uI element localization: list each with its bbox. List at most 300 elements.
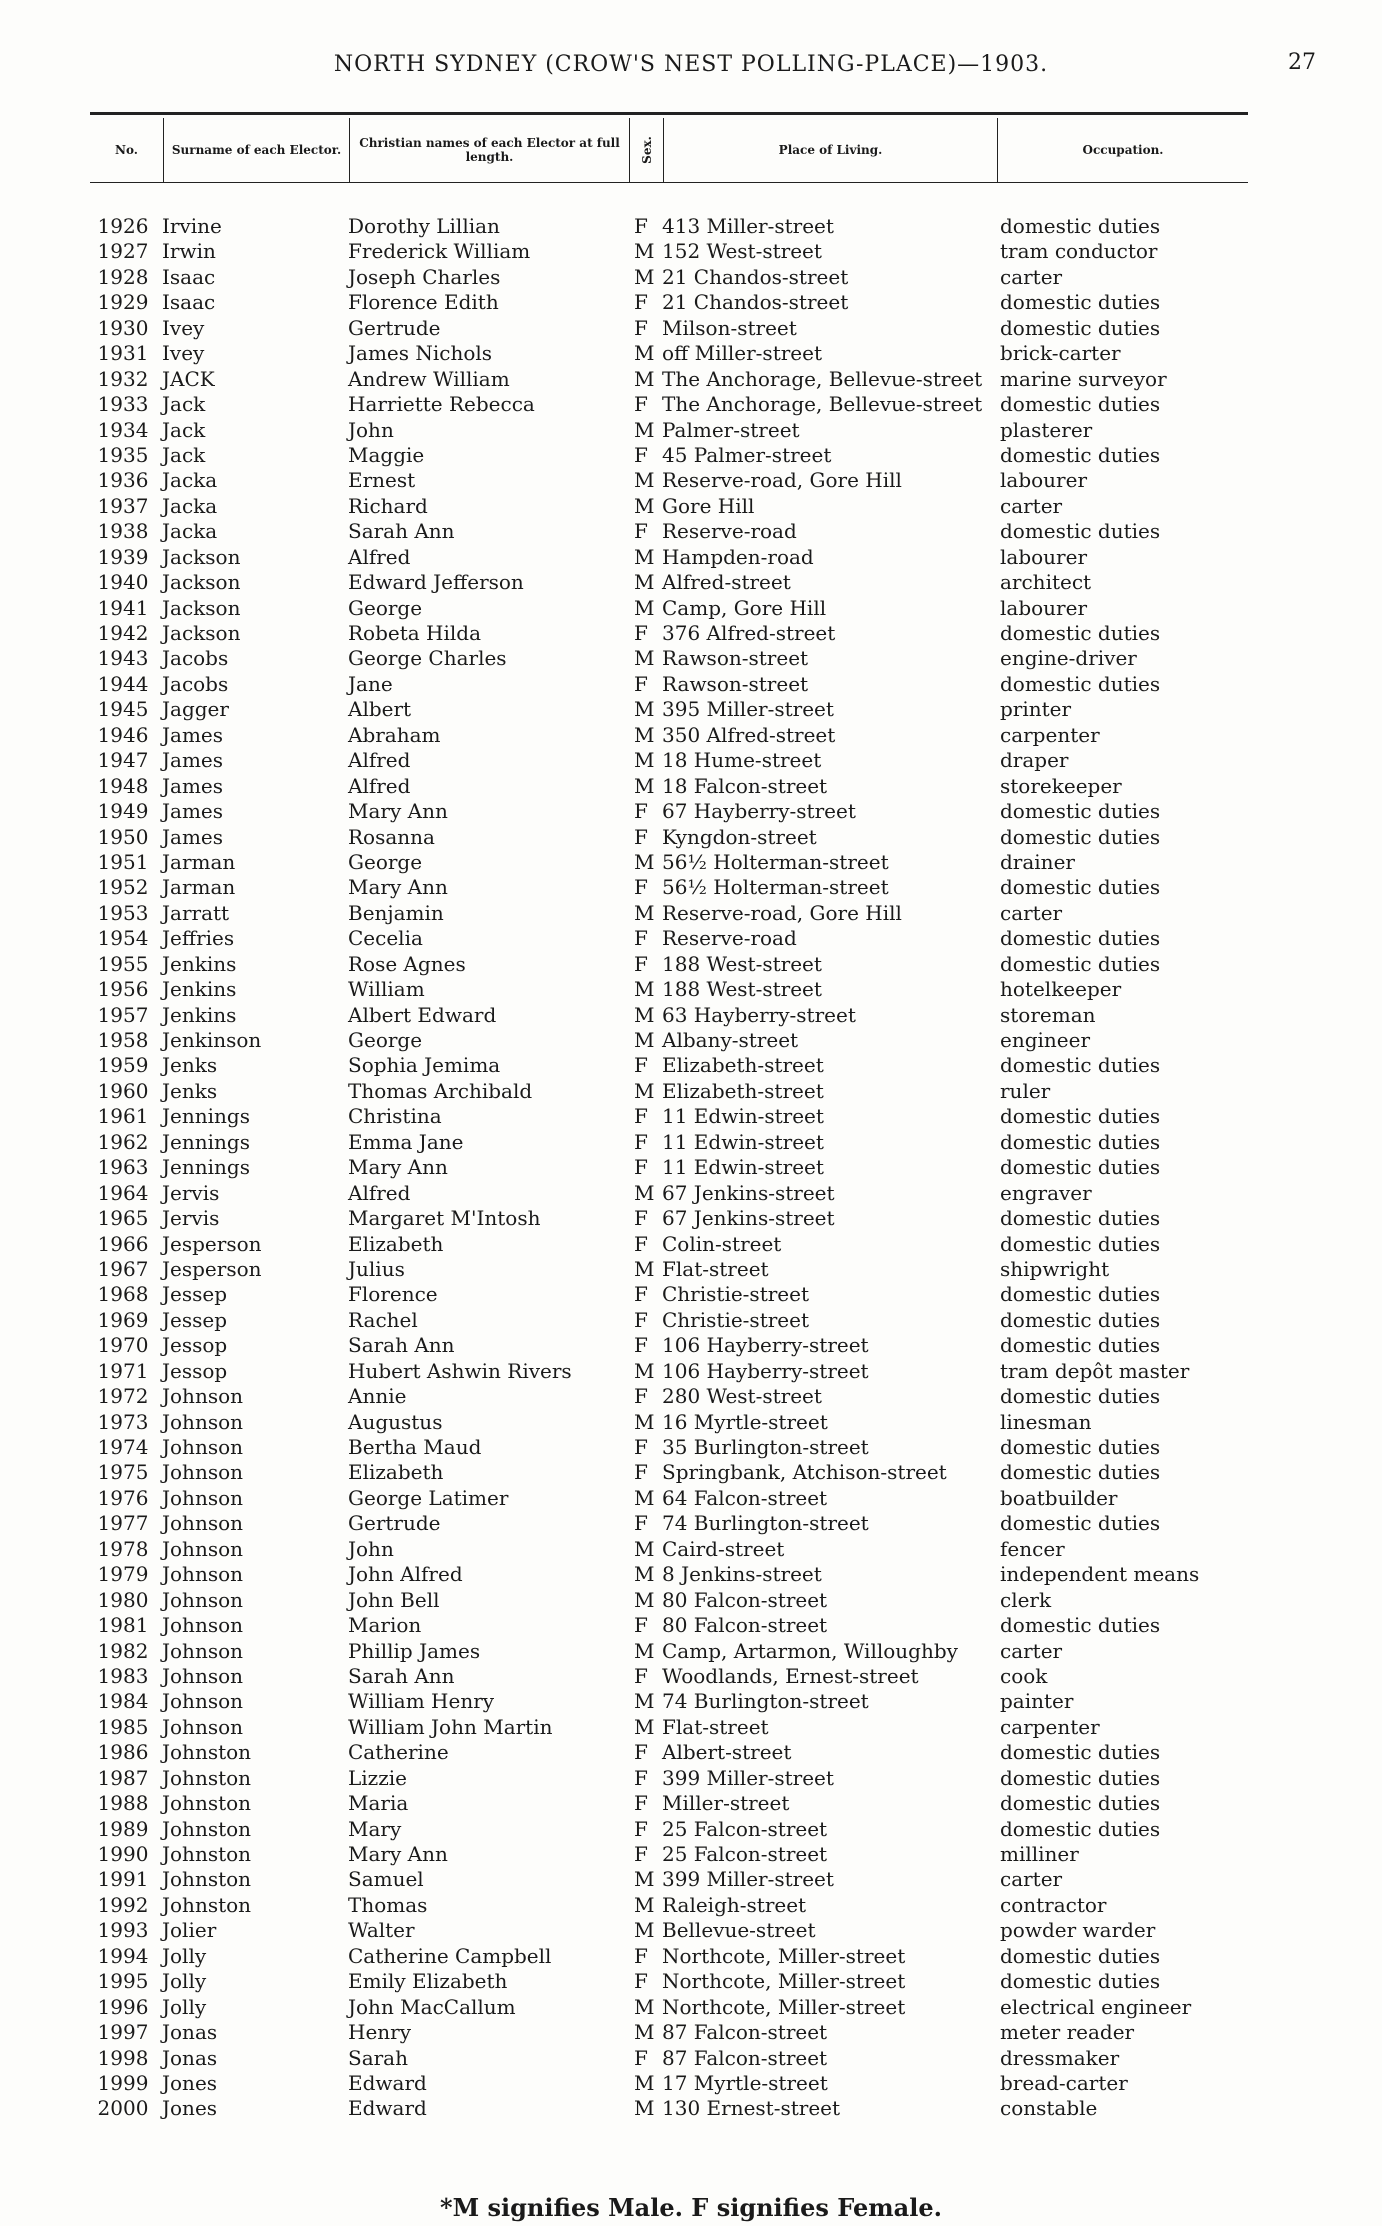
elector-number: 1985 bbox=[97, 1714, 149, 1739]
column-header-row bbox=[90, 118, 1248, 183]
elector-surname: James bbox=[162, 773, 224, 798]
elector-sex: F bbox=[634, 1460, 648, 1485]
elector-occupation: tram depôt master bbox=[1000, 1358, 1190, 1383]
elector-sex: M bbox=[634, 544, 655, 569]
elector-place-of-living: 395 Miller-street bbox=[662, 697, 834, 722]
table-row bbox=[0, 341, 1382, 366]
elector-surname: Jesperson bbox=[162, 1256, 262, 1281]
elector-sex: F bbox=[634, 1384, 648, 1409]
elector-number: 1957 bbox=[97, 1002, 149, 1027]
elector-occupation: independent means bbox=[1000, 1562, 1200, 1587]
table-row bbox=[0, 621, 1382, 646]
elector-occupation: domestic duties bbox=[1000, 1435, 1161, 1459]
table-row bbox=[0, 519, 1382, 544]
elector-number: 1926 bbox=[97, 214, 149, 238]
elector-sex: M bbox=[634, 2096, 655, 2121]
elector-number: 1990 bbox=[97, 1842, 149, 1866]
elector-sex: M bbox=[634, 570, 655, 595]
table-row bbox=[0, 748, 1382, 773]
elector-surname: Ivey bbox=[162, 341, 205, 366]
table-row bbox=[0, 1817, 1382, 1842]
elector-place-of-living: Elizabeth-street bbox=[662, 1053, 824, 1078]
elector-number: 1972 bbox=[97, 1384, 149, 1409]
table-row bbox=[0, 1308, 1382, 1333]
elector-place-of-living: Alfred-street bbox=[662, 570, 791, 595]
elector-surname: Jack bbox=[162, 392, 206, 417]
elector-number: 1930 bbox=[97, 315, 149, 340]
elector-number: 1938 bbox=[97, 519, 149, 544]
elector-place-of-living: Reserve-road bbox=[662, 519, 797, 544]
elector-christian-names: Margaret M'Intosh bbox=[348, 1206, 541, 1231]
elector-occupation: domestic duties bbox=[1000, 799, 1161, 824]
elector-sex: M bbox=[634, 1689, 655, 1714]
elector-sex: F bbox=[634, 1842, 648, 1866]
elector-number: 1941 bbox=[97, 595, 149, 620]
table-row bbox=[0, 1232, 1382, 1257]
elector-place-of-living: Palmer-street bbox=[662, 417, 800, 442]
elector-place-of-living: 130 Ernest-street bbox=[662, 2096, 841, 2121]
table-row bbox=[0, 1562, 1382, 1587]
elector-place-of-living: Bellevue-street bbox=[662, 1918, 816, 1943]
table-row bbox=[0, 1944, 1382, 1969]
elector-occupation: labourer bbox=[1000, 468, 1088, 493]
elector-occupation: marine surveyor bbox=[1000, 366, 1167, 391]
table-row bbox=[0, 1867, 1382, 1892]
elector-occupation: domestic duties bbox=[1000, 1384, 1161, 1409]
elector-sex: F bbox=[634, 875, 648, 900]
table-row bbox=[0, 1511, 1382, 1536]
elector-surname: Jacka bbox=[162, 493, 218, 518]
elector-surname: Jeffries bbox=[162, 926, 235, 951]
elector-occupation: domestic duties bbox=[1000, 290, 1161, 315]
elector-occupation: domestic duties bbox=[1000, 1791, 1161, 1816]
table-row bbox=[0, 646, 1382, 671]
elector-sex: F bbox=[634, 824, 648, 849]
table-row bbox=[0, 1130, 1382, 1155]
elector-christian-names: Elizabeth bbox=[348, 1231, 444, 1256]
elector-surname: Johnson bbox=[162, 1587, 244, 1612]
elector-occupation: domestic duties bbox=[1000, 1613, 1161, 1638]
elector-place-of-living: 17 Myrtle-street bbox=[662, 2070, 828, 2095]
elector-number: 1995 bbox=[97, 1969, 149, 1994]
table-row bbox=[0, 1359, 1382, 1384]
elector-sex: M bbox=[634, 468, 655, 493]
elector-christian-names: George bbox=[348, 595, 423, 620]
elector-sex: F bbox=[634, 1740, 648, 1765]
table-row bbox=[0, 1689, 1382, 1714]
table-row bbox=[0, 494, 1382, 519]
elector-place-of-living: Reserve-road, Gore Hill bbox=[662, 468, 902, 493]
elector-christian-names: Emily Elizabeth bbox=[348, 1969, 508, 1994]
elector-christian-names: Sarah bbox=[348, 2045, 408, 2070]
elector-christian-names: William Henry bbox=[348, 1689, 495, 1714]
elector-occupation: milliner bbox=[1000, 1842, 1079, 1866]
elector-sex: F bbox=[634, 799, 648, 824]
elector-number: 1964 bbox=[97, 1180, 149, 1205]
elector-christian-names: Alfred bbox=[348, 544, 411, 569]
elector-place-of-living: 87 Falcon-street bbox=[662, 2045, 828, 2070]
elector-number: 1951 bbox=[97, 849, 149, 874]
elector-surname: Jessep bbox=[162, 1282, 228, 1307]
elector-occupation: shipwright bbox=[1000, 1256, 1110, 1281]
elector-place-of-living: 376 Alfred-street bbox=[662, 621, 836, 645]
elector-number: 1929 bbox=[97, 290, 149, 315]
elector-surname: Johnson bbox=[162, 1409, 244, 1434]
elector-surname: Jackson bbox=[162, 621, 241, 645]
elector-surname: Johnston bbox=[162, 1892, 252, 1917]
elector-occupation: domestic duties bbox=[1000, 1282, 1161, 1307]
elector-number: 1959 bbox=[97, 1053, 149, 1078]
elector-sex: M bbox=[634, 722, 655, 747]
header-surname: Surname of each Elector. bbox=[164, 118, 350, 182]
elector-place-of-living: Rawson-street bbox=[662, 646, 809, 671]
elector-place-of-living: Northcote, Miller-street bbox=[662, 1943, 906, 1968]
elector-number: 1997 bbox=[97, 2020, 149, 2045]
elector-christian-names: Catherine Campbell bbox=[348, 1943, 552, 1968]
elector-number: 1935 bbox=[97, 442, 149, 467]
elector-christian-names: Robeta Hilda bbox=[348, 621, 482, 645]
page-title: NORTH SYDNEY (CROW'S NEST POLLING-PLACE)—1903. bbox=[333, 52, 1049, 77]
elector-number: 2000 bbox=[97, 2096, 149, 2121]
elector-number: 1976 bbox=[97, 1485, 149, 1510]
elector-christian-names: Henry bbox=[348, 2020, 412, 2045]
table-row bbox=[0, 672, 1382, 697]
elector-christian-names: Marion bbox=[348, 1613, 422, 1638]
elector-christian-names: Albert bbox=[348, 697, 412, 722]
table-row bbox=[0, 1053, 1382, 1078]
elector-sex: F bbox=[634, 214, 648, 238]
table-row bbox=[0, 1893, 1382, 1918]
elector-place-of-living: Christie-street bbox=[662, 1307, 810, 1332]
elector-sex: F bbox=[634, 1307, 648, 1332]
elector-number: 1981 bbox=[97, 1613, 149, 1638]
elector-number: 1986 bbox=[97, 1740, 149, 1765]
elector-sex: M bbox=[634, 1485, 655, 1510]
table-row bbox=[0, 1003, 1382, 1028]
elector-christian-names: George bbox=[348, 849, 423, 874]
table-row bbox=[0, 1740, 1382, 1765]
elector-surname: Jackson bbox=[162, 570, 241, 595]
elector-number: 1970 bbox=[97, 1333, 149, 1358]
elector-number: 1967 bbox=[97, 1256, 149, 1281]
elector-christian-names: Richard bbox=[348, 493, 428, 518]
elector-number: 1988 bbox=[97, 1791, 149, 1816]
elector-number: 1947 bbox=[97, 748, 149, 773]
elector-place-of-living: 45 Palmer-street bbox=[662, 442, 832, 467]
table-row bbox=[0, 367, 1382, 392]
elector-occupation: storekeeper bbox=[1000, 773, 1122, 798]
elector-christian-names: Benjamin bbox=[348, 900, 444, 925]
elector-christian-names: Cecelia bbox=[348, 926, 423, 951]
elector-place-of-living: Woodlands, Ernest-street bbox=[662, 1663, 919, 1688]
elector-place-of-living: 8 Jenkins-street bbox=[662, 1562, 822, 1587]
elector-sex: F bbox=[634, 2045, 648, 2070]
header-sex bbox=[630, 118, 664, 182]
elector-occupation: draper bbox=[1000, 748, 1069, 773]
elector-sex: F bbox=[634, 1765, 648, 1790]
elector-sex: M bbox=[634, 341, 655, 366]
elector-surname: Jolly bbox=[162, 1969, 207, 1994]
elector-sex: M bbox=[634, 1028, 655, 1052]
elector-sex: M bbox=[634, 1892, 655, 1917]
elector-christian-names: Sophia Jemima bbox=[348, 1053, 501, 1078]
elector-occupation: domestic duties bbox=[1000, 315, 1161, 340]
elector-christian-names: Florence Edith bbox=[348, 290, 499, 315]
elector-occupation: carter bbox=[1000, 1638, 1063, 1663]
elector-christian-names: Julius bbox=[348, 1256, 405, 1281]
elector-number: 1992 bbox=[97, 1892, 149, 1917]
elector-surname: Jones bbox=[162, 2070, 218, 2095]
elector-number: 1950 bbox=[97, 824, 149, 849]
elector-occupation: ruler bbox=[1000, 1078, 1051, 1103]
elector-place-of-living: 152 West-street bbox=[662, 239, 822, 264]
elector-christian-names: Thomas bbox=[348, 1892, 428, 1917]
elector-occupation: engineer bbox=[1000, 1028, 1091, 1052]
elector-surname: Johnston bbox=[162, 1791, 252, 1816]
elector-sex: M bbox=[634, 900, 655, 925]
elector-surname: JACK bbox=[162, 366, 215, 391]
elector-christian-names: William John Martin bbox=[348, 1714, 553, 1739]
elector-number: 1961 bbox=[97, 1104, 149, 1129]
elector-place-of-living: Camp, Gore Hill bbox=[662, 595, 827, 620]
elector-number: 1969 bbox=[97, 1307, 149, 1332]
elector-sex: F bbox=[634, 1613, 648, 1638]
elector-sex: F bbox=[634, 1511, 648, 1536]
elector-surname: Johnston bbox=[162, 1867, 252, 1892]
elector-christian-names: John bbox=[348, 1536, 394, 1561]
header-place: Place of Living. bbox=[664, 118, 998, 182]
table-row bbox=[0, 265, 1382, 290]
elector-number: 1933 bbox=[97, 392, 149, 417]
table-row bbox=[0, 1460, 1382, 1485]
elector-christian-names: Mary Ann bbox=[348, 1842, 448, 1866]
elector-surname: Johnston bbox=[162, 1765, 252, 1790]
elector-occupation: carpenter bbox=[1000, 722, 1100, 747]
table-row bbox=[0, 392, 1382, 417]
table-row bbox=[0, 926, 1382, 951]
elector-place-of-living: Rawson-street bbox=[662, 671, 809, 696]
elector-surname: Johnston bbox=[162, 1842, 252, 1866]
elector-number: 1946 bbox=[97, 722, 149, 747]
elector-sex: F bbox=[634, 1231, 648, 1256]
elector-christian-names: Jane bbox=[348, 671, 393, 696]
elector-occupation: domestic duties bbox=[1000, 1155, 1161, 1180]
elector-occupation: carter bbox=[1000, 493, 1063, 518]
elector-place-of-living: Elizabeth-street bbox=[662, 1078, 824, 1103]
elector-place-of-living: 399 Miller-street bbox=[662, 1867, 834, 1892]
elector-sex: M bbox=[634, 748, 655, 773]
elector-surname: Jones bbox=[162, 2096, 218, 2121]
elector-number: 1979 bbox=[97, 1562, 149, 1587]
elector-surname: Johnston bbox=[162, 1816, 252, 1841]
elector-place-of-living: 25 Falcon-street bbox=[662, 1816, 828, 1841]
elector-occupation: painter bbox=[1000, 1689, 1074, 1714]
elector-christian-names: Maggie bbox=[348, 442, 425, 467]
elector-surname: Johnson bbox=[162, 1613, 244, 1638]
elector-occupation: labourer bbox=[1000, 595, 1088, 620]
table-row bbox=[0, 1384, 1382, 1409]
elector-christian-names: Lizzie bbox=[348, 1765, 407, 1790]
elector-christian-names: James Nichols bbox=[348, 341, 493, 366]
elector-surname: Jacobs bbox=[162, 646, 229, 671]
elector-christian-names: Samuel bbox=[348, 1867, 424, 1892]
elector-surname: Johnson bbox=[162, 1562, 244, 1587]
elector-occupation: carter bbox=[1000, 900, 1063, 925]
elector-sex: F bbox=[634, 1333, 648, 1358]
elector-occupation: domestic duties bbox=[1000, 926, 1161, 951]
elector-occupation: clerk bbox=[1000, 1587, 1052, 1612]
elector-sex: M bbox=[634, 1867, 655, 1892]
elector-surname: Jack bbox=[162, 417, 206, 442]
elector-christian-names: Dorothy Lillian bbox=[348, 214, 500, 238]
elector-place-of-living: Kyngdon-street bbox=[662, 824, 817, 849]
elector-occupation: bread-carter bbox=[1000, 2070, 1128, 2095]
elector-christian-names: Rose Agnes bbox=[348, 951, 466, 976]
elector-christian-names: Alfred bbox=[348, 1180, 411, 1205]
elector-place-of-living: 87 Falcon-street bbox=[662, 2020, 828, 2045]
elector-sex: F bbox=[634, 290, 648, 315]
elector-place-of-living: Christie-street bbox=[662, 1282, 810, 1307]
elector-surname: Ivey bbox=[162, 315, 205, 340]
elector-occupation: architect bbox=[1000, 570, 1092, 595]
elector-place-of-living: 25 Falcon-street bbox=[662, 1842, 828, 1866]
elector-place-of-living: 413 Miller-street bbox=[662, 214, 834, 238]
elector-occupation: domestic duties bbox=[1000, 1943, 1161, 1968]
elector-surname: Jessep bbox=[162, 1307, 228, 1332]
table-row bbox=[0, 697, 1382, 722]
elector-place-of-living: 21 Chandos-street bbox=[662, 264, 849, 289]
elector-sex: M bbox=[634, 646, 655, 671]
elector-occupation: domestic duties bbox=[1000, 824, 1161, 849]
elector-occupation: domestic duties bbox=[1000, 1129, 1161, 1154]
elector-occupation: powder warder bbox=[1000, 1918, 1156, 1943]
elector-place-of-living: 188 West-street bbox=[662, 977, 822, 1002]
elector-sex: M bbox=[634, 493, 655, 518]
elector-occupation: fencer bbox=[1000, 1536, 1065, 1561]
table-row bbox=[0, 1028, 1382, 1053]
table-row bbox=[0, 1155, 1382, 1180]
elector-sex: M bbox=[634, 2020, 655, 2045]
elector-surname: Jesperson bbox=[162, 1231, 262, 1256]
table-row bbox=[0, 2071, 1382, 2096]
elector-occupation: labourer bbox=[1000, 544, 1088, 569]
elector-christian-names: Catherine bbox=[348, 1740, 449, 1765]
elector-sex: M bbox=[634, 1256, 655, 1281]
elector-number: 1956 bbox=[97, 977, 149, 1002]
table-row bbox=[0, 1969, 1382, 1994]
elector-sex: M bbox=[634, 1358, 655, 1383]
elector-surname: Irwin bbox=[162, 239, 216, 264]
elector-surname: Jackson bbox=[162, 544, 241, 569]
elector-occupation: domestic duties bbox=[1000, 1740, 1161, 1765]
elector-number: 1943 bbox=[97, 646, 149, 671]
elector-place-of-living: 280 West-street bbox=[662, 1384, 822, 1409]
elector-sex: F bbox=[634, 1791, 648, 1816]
elector-surname: Jessop bbox=[162, 1333, 228, 1358]
elector-place-of-living: 350 Alfred-street bbox=[662, 722, 836, 747]
elector-number: 1955 bbox=[97, 951, 149, 976]
elector-occupation: domestic duties bbox=[1000, 1231, 1161, 1256]
elector-sex: F bbox=[634, 1816, 648, 1841]
table-row bbox=[0, 774, 1382, 799]
elector-sex: F bbox=[634, 951, 648, 976]
elector-surname: Johnson bbox=[162, 1435, 244, 1459]
elector-occupation: domestic duties bbox=[1000, 442, 1161, 467]
elector-place-of-living: 67 Jenkins-street bbox=[662, 1180, 835, 1205]
elector-christian-names: Sarah Ann bbox=[348, 1333, 455, 1358]
elector-surname: Jenkins bbox=[162, 977, 237, 1002]
elector-occupation: domestic duties bbox=[1000, 1511, 1161, 1536]
elector-number: 1977 bbox=[97, 1511, 149, 1536]
elector-christian-names: Gertrude bbox=[348, 1511, 441, 1536]
table-row bbox=[0, 316, 1382, 341]
elector-christian-names: George Charles bbox=[348, 646, 507, 671]
table-row bbox=[0, 418, 1382, 443]
elector-surname: Johnson bbox=[162, 1536, 244, 1561]
elector-surname: Johnson bbox=[162, 1663, 244, 1688]
table-row bbox=[0, 850, 1382, 875]
elector-occupation: storeman bbox=[1000, 1002, 1096, 1027]
elector-sex: M bbox=[634, 264, 655, 289]
table-row bbox=[0, 1842, 1382, 1867]
elector-surname: Jenks bbox=[162, 1053, 218, 1078]
table-row bbox=[0, 1791, 1382, 1816]
elector-sex: F bbox=[634, 926, 648, 951]
elector-place-of-living: 56½ Holterman-street bbox=[662, 875, 889, 900]
table-row bbox=[0, 1181, 1382, 1206]
elector-place-of-living: Albany-street bbox=[662, 1028, 799, 1052]
elector-christian-names: Augustus bbox=[348, 1409, 443, 1434]
elector-number: 1937 bbox=[97, 493, 149, 518]
elector-place-of-living: 80 Falcon-street bbox=[662, 1587, 828, 1612]
elector-place-of-living: 35 Burlington-street bbox=[662, 1435, 869, 1459]
elector-sex: F bbox=[634, 519, 648, 544]
elector-sex: M bbox=[634, 1536, 655, 1561]
table-row bbox=[0, 1257, 1382, 1282]
elector-sex: M bbox=[634, 1180, 655, 1205]
elector-place-of-living: 106 Hayberry-street bbox=[662, 1358, 869, 1383]
elector-number: 1934 bbox=[97, 417, 149, 442]
elector-place-of-living: 21 Chandos-street bbox=[662, 290, 849, 315]
elector-christian-names: Harriette Rebecca bbox=[348, 392, 535, 417]
elector-place-of-living: Gore Hill bbox=[662, 493, 755, 518]
table-row bbox=[0, 2046, 1382, 2071]
elector-place-of-living: 63 Hayberry-street bbox=[662, 1002, 856, 1027]
elector-place-of-living: Springbank, Atchison-street bbox=[662, 1460, 947, 1485]
elector-christian-names: Edward Jefferson bbox=[348, 570, 524, 595]
elector-surname: Jervis bbox=[162, 1206, 220, 1231]
elector-surname: Jenks bbox=[162, 1078, 218, 1103]
elector-number: 1945 bbox=[97, 697, 149, 722]
elector-sex: F bbox=[634, 1282, 648, 1307]
table-row bbox=[0, 1104, 1382, 1129]
elector-christian-names: Hubert Ashwin Rivers bbox=[348, 1358, 572, 1383]
elector-christian-names: Thomas Archibald bbox=[348, 1078, 533, 1103]
elector-christian-names: Florence bbox=[348, 1282, 438, 1307]
elector-number: 1999 bbox=[97, 2070, 149, 2095]
elector-sex: M bbox=[634, 239, 655, 264]
elector-sex: M bbox=[634, 1918, 655, 1943]
elector-christian-names: George bbox=[348, 1028, 423, 1052]
elector-occupation: engine-driver bbox=[1000, 646, 1137, 671]
elector-christian-names: Edward bbox=[348, 2096, 427, 2121]
elector-place-of-living: 18 Falcon-street bbox=[662, 773, 828, 798]
elector-surname: Jolly bbox=[162, 1943, 207, 1968]
elector-place-of-living: Miller-street bbox=[662, 1791, 790, 1816]
elector-place-of-living: Flat-street bbox=[662, 1714, 769, 1739]
elector-number: 1960 bbox=[97, 1078, 149, 1103]
elector-number: 1994 bbox=[97, 1943, 149, 1968]
